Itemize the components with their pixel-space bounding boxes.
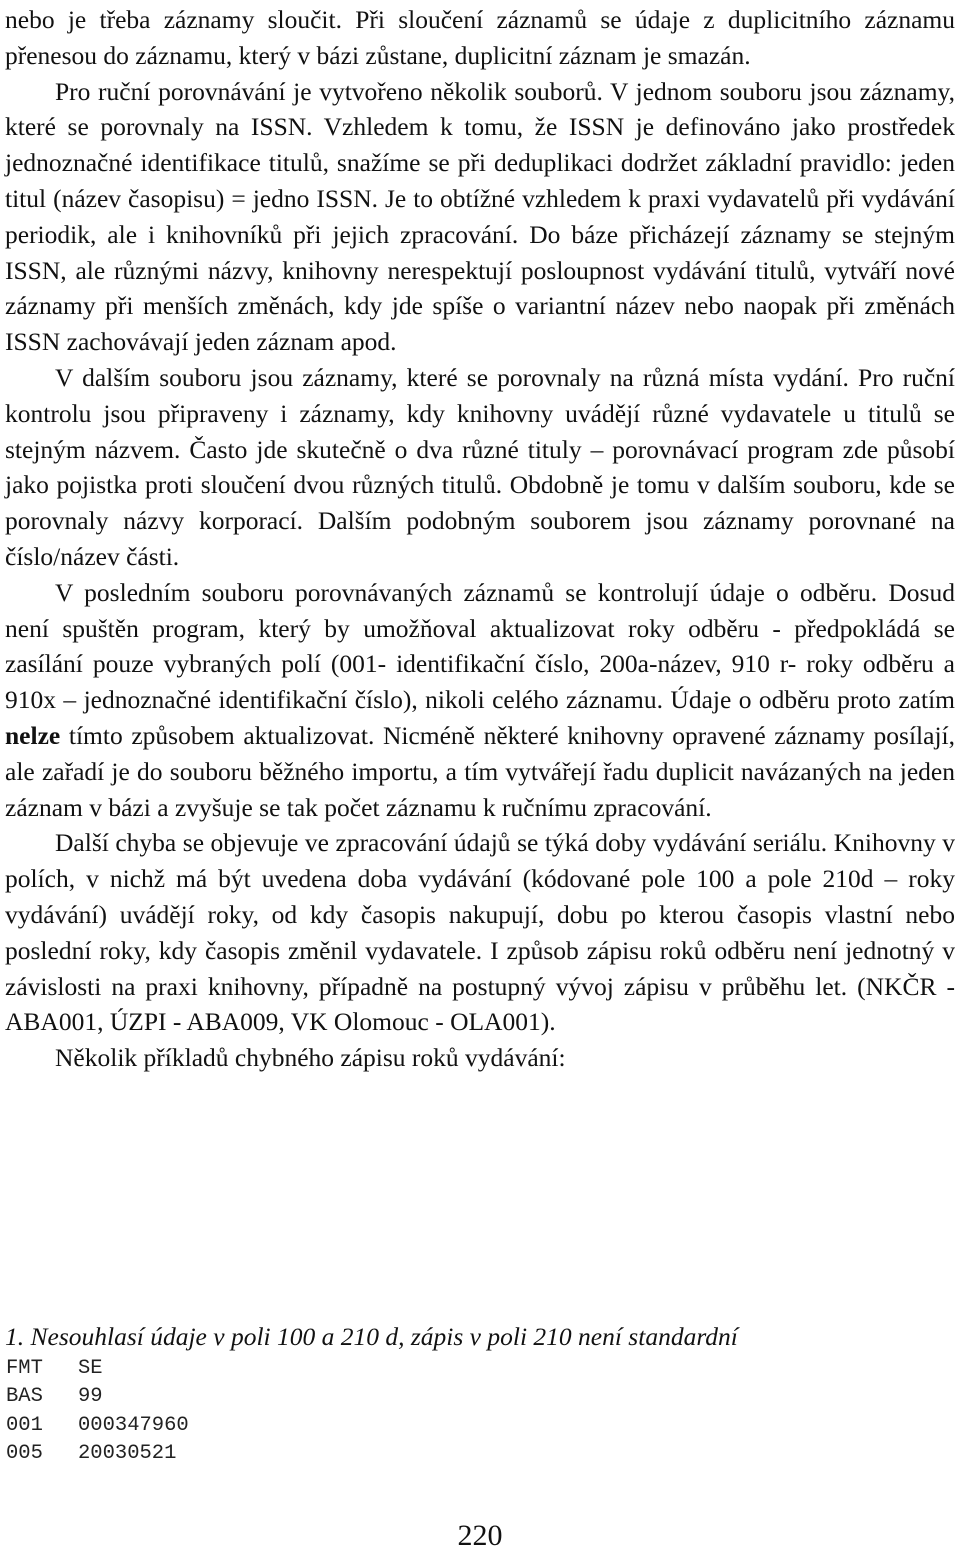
emphasis-text: nelze [5, 720, 61, 750]
paragraph-text: tímto způsobem aktualizovat. Nicméně některé knihovny opravené záznamy posílají, ale zařadí je do souboru běžného importu, a tím vytvářejí řadu duplicit navázaných na jeden záznam v bázi a zvyšuje se tak počet záznamu k ručnímu zpracování. [5, 720, 955, 822]
paragraph [5, 825, 955, 1040]
paragraph-text: V dalším souboru jsou záznamy, které se porovnaly na různá místa vydání. Pro ruční kontrolu jsou připraveny i záznamy, kdy knihovny uvádějí různé vydavatele u titulů se stejným názvem. Často jde skutečně o dva různé tituly – porovnávací program zde působí jako pojistka proti sloučení dvou různých titulů. Obdobně je tomu v dalším souboru, kde se porovnaly názvy korporací. Dalším podobným souborem jsou záznamy porovnané na číslo/název části. [5, 362, 955, 571]
record-field-row [6, 1440, 189, 1468]
paragraph-text: Několik příkladů chybného zápisu roků vydávání: [55, 1043, 566, 1073]
page-number: 220 [457, 1519, 503, 1552]
paragraph-text: nebo je třeba záznamy sloučit. Při sloučení záznamů se údaje z duplicitního záznamu přenesou do záznamu, který v bázi zůstane, duplicitní záznam je smazán. [5, 5, 955, 70]
field-tag: 005 [6, 1442, 43, 1466]
paragraph [5, 74, 955, 360]
paragraph [5, 360, 955, 575]
field-tag: BAS [6, 1385, 43, 1409]
record-field-row [6, 1355, 189, 1383]
record-listing [6, 1355, 189, 1469]
field-value: SE [78, 1357, 103, 1380]
body-text [5, 2, 955, 1076]
field-value: 000347960 [78, 1413, 189, 1437]
record-field-row [6, 1383, 189, 1411]
example-heading: 1. Nesouhlasí údaje v poli 100 a 210 d, zápis v poli 210 není standardní [5, 1322, 738, 1351]
paragraph [5, 1040, 955, 1076]
record-field-row [6, 1412, 189, 1440]
paragraph-text: Pro ruční porovnávání je vytvořeno několik souborů. V jednom souboru jsou záznamy, které se porovnaly na ISSN. Vzhledem k tomu, že ISSN je definováno jako prostředek jednoznačné identifikace titulů, snažíme se při deduplikaci dodržet základní pravidlo: jeden titul (název časopisu) = jedno ISSN. Je to obtížné vzhledem k praxi vydavatelů při vydávání periodik, ale i knihovníků při jejich zpracování. Do báze přicházejí záznamy se stejným ISSN, ale různými názvy, knihovny nerespektují posloupnost vydávání titulů, vytváří nové záznamy při menších změnách, kdy jde spíše o variantní název nebo naopak při změnách ISSN zachovávají jeden záznam apod. [5, 76, 955, 357]
paragraph-text: Další chyba se objevuje ve zpracování údajů se týká doby vydávání seriálu. Knihovny v polích, v nichž má být uvedena doba vydávání (kódované pole 100 a pole 210d – roky vydávání) uvádějí roky, od kdy časopis nakupují, dobu po kterou časopis vlastní nebo poslední roky, kdy časopis změnil vydavatele. I způsob zápisu roků odběru není jednotný v závislosti na praxi knihovny, případně na postupný vývoj zápisu v průběhu let. (NKČR - ABA001, ÚZPI - ABA009, VK Olomouc - OLA001). [5, 828, 955, 1037]
field-value: 20030521 [78, 1442, 177, 1466]
field-value: 99 [78, 1385, 103, 1409]
paragraph [5, 2, 955, 74]
paragraph-text: V posledním souboru porovnávaných záznamů se kontrolují údaje o odběru. Dosud není spuštěn program, který by umožňoval aktualizovat roky odběru - předpokládá se zasílání pouze vybraných polí (001- identifikační číslo, 200a-název, 910 r- roky odběru a 910x – jednoznačné identifikační číslo), nikoli celého záznamu. Údaje o odběru proto zatím [5, 577, 955, 715]
field-tag: 001 [6, 1413, 43, 1437]
field-tag: FMT [6, 1357, 43, 1380]
paragraph [5, 575, 955, 826]
